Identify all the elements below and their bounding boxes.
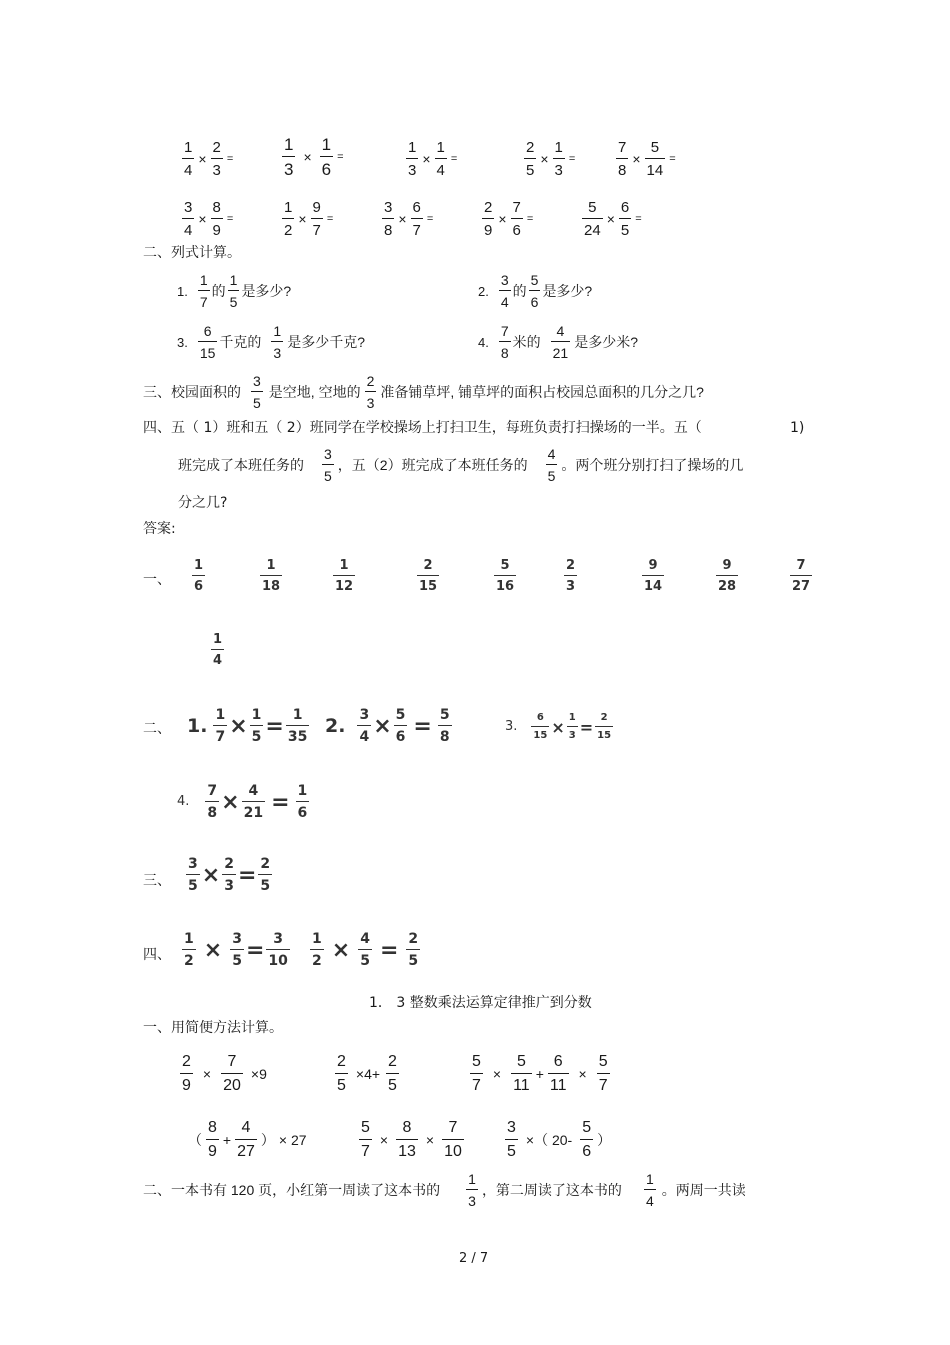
expr-row1-2: $\frac{1}{3}$ × $\frac{1}{6}$ = bbox=[284, 135, 344, 179]
answer-1-fraction: $\frac{2}{15}$ bbox=[419, 558, 438, 594]
answer-1-fraction: $\frac{2}{3}$ bbox=[566, 558, 576, 594]
section13-heading: 一、用简便方法计算。 bbox=[143, 1020, 283, 1036]
section2-q4: 4. $\frac{7}{8}$ 米的 $\frac{4}{21}$ 是多少米? bbox=[478, 323, 639, 361]
page-number: 2 / 7 bbox=[459, 1251, 489, 1266]
section2-q1: 1. $\frac{1}{7}$ 的 $\frac{1}{5}$ 是多少? bbox=[177, 272, 292, 310]
answer-1-fraction: $\frac{1}{12}$ bbox=[335, 558, 354, 594]
answer-1-fraction: $\frac{5}{16}$ bbox=[496, 558, 515, 594]
section4-line3: 分之几? bbox=[178, 495, 228, 511]
fraction: $\frac{2}{3}$ bbox=[212, 139, 221, 179]
answer-2-1: 1. $\frac{1}{7}$ × $\frac{1}{5}$ = $\frac{1}{35}$ bbox=[187, 707, 308, 745]
answers-heading: 答案: bbox=[143, 521, 176, 537]
section2-heading: 二、列式计算。 bbox=[143, 245, 241, 261]
section13-title: 1． 3 整数乘法运算定律推广到分数 bbox=[369, 995, 592, 1011]
answer-1-fraction: $\frac{1}{18}$ bbox=[262, 558, 281, 594]
answer-1-fraction: $\frac{7}{27}$ bbox=[792, 558, 811, 594]
section13-question-2: 二、一本书有 120 页，小红第一周读了这本书的 $\frac{1}{3}$ ，第二周读了这本书的 $\frac{1}{4}$ 。两周一共读 bbox=[143, 1171, 746, 1209]
section4-line1: 四、五（ 1）班和五（ 2）班同学在学校操场上打扫卫生，每班负责打扫操场的一半。五（ bbox=[143, 420, 702, 436]
answer-1-fraction: $\frac{1}{6}$ bbox=[194, 558, 204, 594]
answer-1-fraction: $\frac{9}{14}$ bbox=[644, 558, 663, 594]
expr-row2-2: $\frac{1}{2}$ × $\frac{9}{7}$ = bbox=[284, 199, 334, 239]
simplify-expr-2: $\frac{2}{5}$ ×4+ $\frac{2}{5}$ bbox=[337, 1053, 397, 1094]
expr-row2-3: $\frac{3}{8}$ × $\frac{6}{7}$ = bbox=[384, 199, 434, 239]
section2-q2: 2. $\frac{3}{4}$ 的 $\frac{5}{6}$ 是多少? bbox=[478, 272, 593, 310]
expr-row2-5: $\frac{5}{24}$ × $\frac{6}{5}$ = bbox=[584, 199, 642, 239]
simplify-expr-5: $\frac{5}{7}$ × $\frac{8}{13}$ × $\frac{7}{10}$ bbox=[361, 1119, 462, 1160]
answer-2-4: 4. $\frac{7}{8}$ × $\frac{4}{21}$ = $\frac{1}{6}$ bbox=[177, 783, 308, 821]
answer-2-2: 2. $\frac{3}{4}$ × $\frac{5}{6}$ = $\frac{5}{8}$ bbox=[325, 707, 450, 745]
answers-label-2: 二、 bbox=[143, 721, 171, 737]
expr-row1-4: $\frac{2}{5}$ × $\frac{1}{3}$ = bbox=[526, 139, 576, 179]
answer-1-fraction: $\frac{1}{4}$ bbox=[213, 632, 223, 668]
answer-4-2: $\frac{1}{2}$ × $\frac{4}{5}$ = $\frac{2}{5}$ bbox=[312, 931, 419, 969]
simplify-expr-3: $\frac{5}{7}$ × $\frac{5}{11}$ + $\frac{6}{11}$ × $\frac{5}{7}$ bbox=[472, 1053, 608, 1094]
answer-3: $\frac{3}{5}$ × $\frac{2}{3}$ = $\frac{2}{5}$ bbox=[188, 856, 271, 894]
simplify-expr-4: （ $\frac{8}{9}$ + $\frac{4}{27}$ ） × 27 bbox=[188, 1119, 307, 1160]
answers-label-3: 三、 bbox=[143, 873, 171, 889]
expr-row2-1: $\frac{3}{4}$ × $\frac{8}{9}$ = bbox=[184, 199, 234, 239]
answers-label-4: 四、 bbox=[143, 947, 171, 963]
answers-label-1: 一、 bbox=[143, 572, 171, 588]
expr-row1-5: $\frac{7}{8}$ × $\frac{5}{14}$ = bbox=[618, 139, 676, 179]
expr-row1-3: $\frac{1}{3}$ × $\frac{1}{4}$ = bbox=[408, 139, 458, 179]
simplify-expr-6: $\frac{3}{5}$ ×（ 20- $\frac{5}{6}$ ） bbox=[507, 1119, 612, 1160]
answer-1-fraction: $\frac{9}{28}$ bbox=[718, 558, 737, 594]
answer-4-1: $\frac{1}{2}$ × $\frac{3}{5}$ = $\frac{3}{10}$ bbox=[184, 931, 288, 969]
expr-row2-4: $\frac{2}{9}$ × $\frac{7}{6}$ = bbox=[484, 199, 534, 239]
fraction: $\frac{1}{4}$ bbox=[184, 139, 193, 179]
answer-2-3: 3. $\frac{6}{15}$ × $\frac{1}{3}$ = $\frac{2}{15}$ bbox=[505, 712, 612, 741]
section3-question: 三、校园面积的 $\frac{3}{5}$ 是空地, 空地的 $\frac{2}{3}$ 准备铺草坪, 铺草坪的面积占校园总面积的几分之几? bbox=[143, 373, 704, 411]
expr-row1-1: $\frac{1}{4}$ × $\frac{2}{3}$ = bbox=[184, 139, 234, 179]
section4-line1-end: 1) bbox=[790, 420, 805, 436]
section2-q3: 3. $\frac{6}{15}$ 千克的 $\frac{1}{3}$ 是多少千克? bbox=[177, 323, 366, 361]
section4-line2: 班完成了本班任务的 $\frac{3}{5}$ ，五（2）班完成了本班任务的 $\frac{4}{5}$ 。两个班分别打扫了操场的几 bbox=[178, 446, 744, 484]
simplify-expr-1: $\frac{2}{9}$ × $\frac{7}{20}$ ×9 bbox=[182, 1053, 267, 1094]
